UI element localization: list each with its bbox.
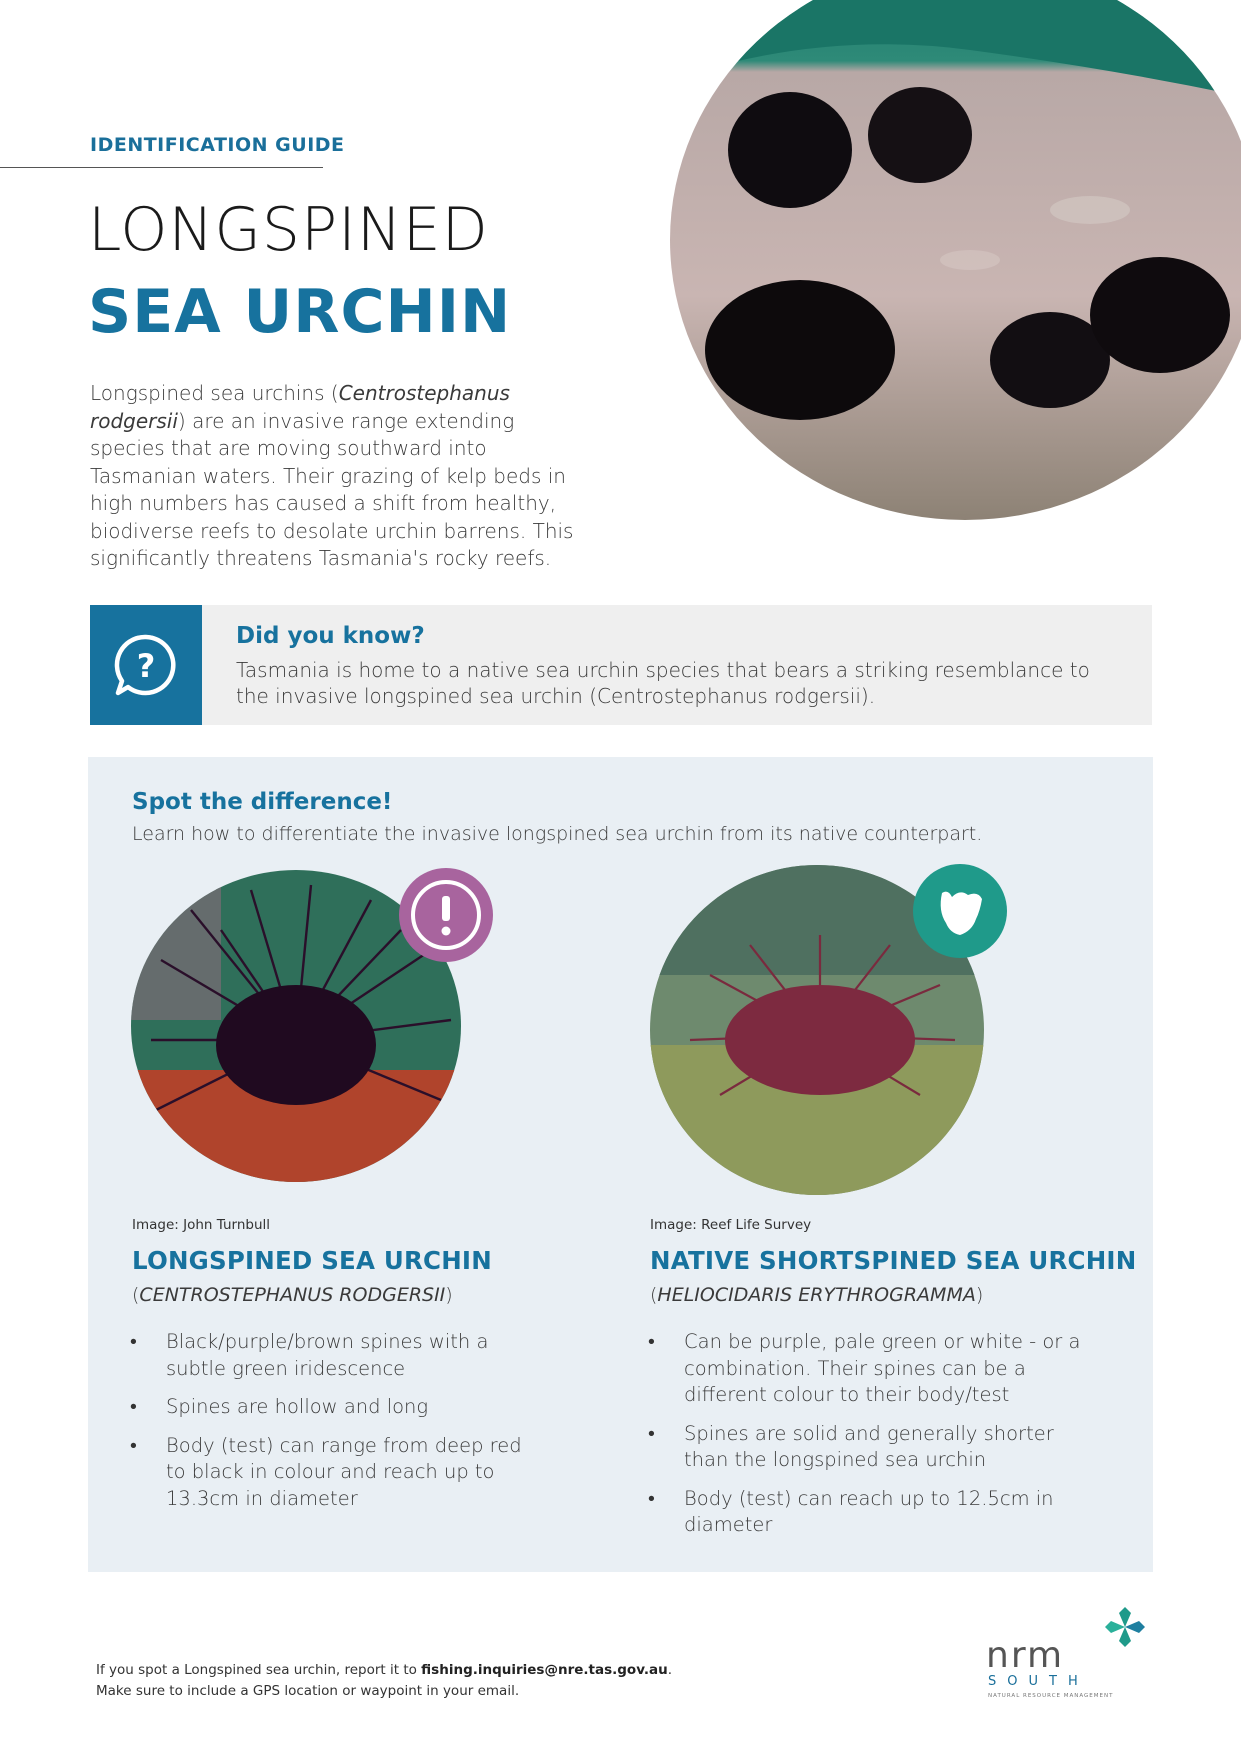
did-you-know-callout [90,605,1152,725]
did-you-know-text: Tasmania is home to a native sea urchin species that bears a striking resemblance to the invasive longspined sea urchin (Centrostephanus rodgersii). [236,658,1090,708]
logo-tagline: NATURAL RESOURCE MANAGEMENT [988,1693,1114,1699]
photo-credit: Image: Reef Life Survey [650,1217,812,1233]
flower-icon [1105,1607,1145,1647]
tasmania-map-icon [912,863,1008,959]
trait-item: • Body (test) can reach up to 12.5cm in diameter [646,1486,1096,1539]
species-traits-list [646,1329,1096,1551]
trait-item: • Black/purple/brown spines with a subtle green iridescence [128,1329,528,1382]
spot-title: Spot the difference! [132,789,393,815]
did-you-know-title: Did you know? [236,623,425,649]
report-email-link[interactable]: fishing.inquiries@nre.tas.gov.au [421,1662,668,1678]
page-title-line1: LONGSPINED [88,195,489,265]
native-species-badge [912,863,1008,959]
intro-scientific-name: Centrostephanus rodgersii [90,381,510,433]
footer-report-note: If you spot a Longspined sea urchin, report it to fishing.inquiries@nre.tas.gov.au. Make sure to include a GPS location or waypoint in your email. [96,1662,673,1699]
trait-item: • Spines are hollow and long [128,1394,528,1421]
header-divider [0,167,323,168]
photo-credit: Image: John Turnbull [132,1217,271,1233]
page-title-line2: SEA URCHIN [88,277,512,347]
trait-item: • Can be purple, pale green or white - or a combination. Their spines can be a different colour to their body/test [646,1329,1096,1409]
hero-urchin-photo [670,0,1241,520]
species-scientific-name: (CENTROSTEPHANUS RODGERSII) [132,1284,453,1306]
intro-paragraph: Longspined sea urchins (Centrostephanus rodgersii) are an invasive range extending species that are moving southward into Tasmanian waters. Their grazing of kelp beds in high numbers has caused a shift from healthy, biodiverse reefs to desolate urchin barrens. This significantly threatens Tasmania's rocky reefs. [90,381,574,570]
exclamation-icon [398,867,494,963]
invasive-warning-badge [398,867,494,963]
species-name: NATIVE SHORTSPINED SEA URCHIN [650,1246,1137,1275]
spot-subtitle: Learn how to differentiate the invasive longspined sea urchin from its native counterpart. [132,823,983,845]
did-you-know-icon-box [90,605,202,725]
spot-the-difference-panel [88,757,1153,1572]
nrm-south-logo [980,1605,1160,1705]
species-name: LONGSPINED SEA URCHIN [132,1246,492,1275]
species-traits-list [128,1329,528,1524]
species-scientific-name: (HELIOCIDARIS ERYTHROGRAMMA) [650,1284,984,1306]
logo-wordmark: nrm [986,1635,1065,1676]
svg-text:?: ? [136,647,156,685]
trait-item: • Body (test) can range from deep red to black in colour and reach up to 13.3cm in diameter [128,1433,528,1513]
logo-sub: SOUTH [988,1674,1089,1689]
guide-label: IDENTIFICATION GUIDE [90,134,345,156]
question-bubble-icon [90,605,202,725]
trait-item: • Spines are solid and generally shorter than the longspined sea urchin [646,1421,1096,1474]
